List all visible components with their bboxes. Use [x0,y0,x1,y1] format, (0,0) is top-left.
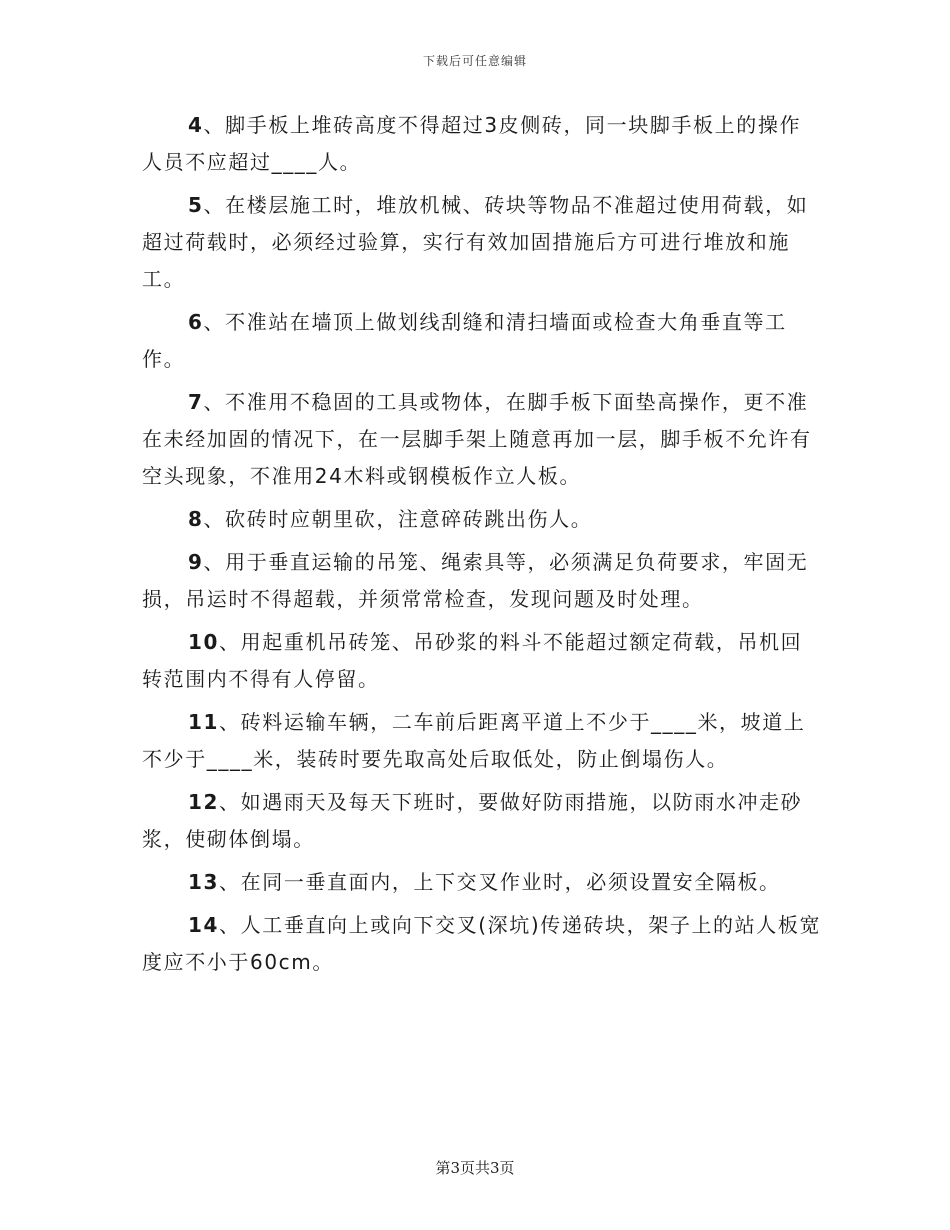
paragraph-7 [142,384,822,495]
paragraph-number: 12 [188,790,220,814]
paragraph-number: 10 [188,630,220,654]
paragraph-number: 6 [188,310,204,334]
paragraph-12 [142,784,822,858]
paragraph-number: 4 [188,113,204,137]
paragraph-10 [142,624,822,698]
paragraph-number: 7 [188,390,204,414]
paragraph-text: 、不准站在墙顶上做划线刮缝和清扫墙面或检查大角垂直等工作。 [142,310,787,371]
page-header: 下载后可任意编辑 [422,54,527,68]
paragraph-11 [142,704,822,778]
paragraph-text: 、用于垂直运输的吊笼、绳索具等，必须满足负荷要求，牢固无损，吊运时不得超载，并须常常检查，发现问题及时处理。 [142,550,809,611]
paragraph-number: 8 [188,507,204,531]
paragraph-5 [142,187,822,298]
paragraph-number: 13 [188,870,220,894]
paragraph-number: 5 [188,193,204,217]
paragraph-6 [142,304,822,378]
paragraph-number: 9 [188,550,204,574]
paragraph-number: 14 [188,913,220,937]
document-body [142,107,822,987]
paragraph-text: 、如遇雨天及每天下班时，要做好防雨措施，以防雨水冲走砂浆，使砌体倒塌。 [142,790,803,851]
paragraph-9 [142,544,822,618]
paragraph-text: 、在同一垂直面内，上下交叉作业时，必须设置安全隔板。 [219,870,781,894]
paragraph-text: 、不准用不稳固的工具或物体，在脚手板下面垫高操作，更不准在未经加固的情况下，在一层脚手架上随意再加一层，脚手板不允许有空头现象，不准用24木料或钢模板作立人板。 [142,390,812,488]
paragraph-text: 、脚手板上堆砖高度不得超过3皮侧砖，同一块脚手板上的操作人员不应超过____人。 [142,113,802,174]
paragraph-4 [142,107,822,181]
paragraph-text: 、砖料运输车辆，二车前后距离平道上不少于____米，坡道上不少于____米，装砖时要先取高处后取低处，防止倒塌伤人。 [142,710,806,771]
paragraph-text: 、在楼层施工时，堆放机械、砖块等物品不准超过使用荷载，如超过荷载时，必须经过验算，实行有效加固措施后方可进行堆放和施工。 [142,193,809,291]
paragraph-13 [142,864,822,901]
paragraph-text: 、人工垂直向上或向下交叉(深坑)传递砖块，架子上的站人板宽度应不小于60cm。 [142,913,822,974]
paragraph-14 [142,907,822,981]
paragraph-text: 、用起重机吊砖笼、吊砂浆的料斗不能超过额定荷载，吊机回转范围内不得有人停留。 [142,630,803,691]
paragraph-text: 、砍砖时应朝里砍，注意碎砖跳出伤人。 [203,507,593,531]
paragraph-number: 11 [188,710,220,734]
page-footer: 第3页共3页 [435,1159,515,1177]
paragraph-8 [142,501,822,538]
